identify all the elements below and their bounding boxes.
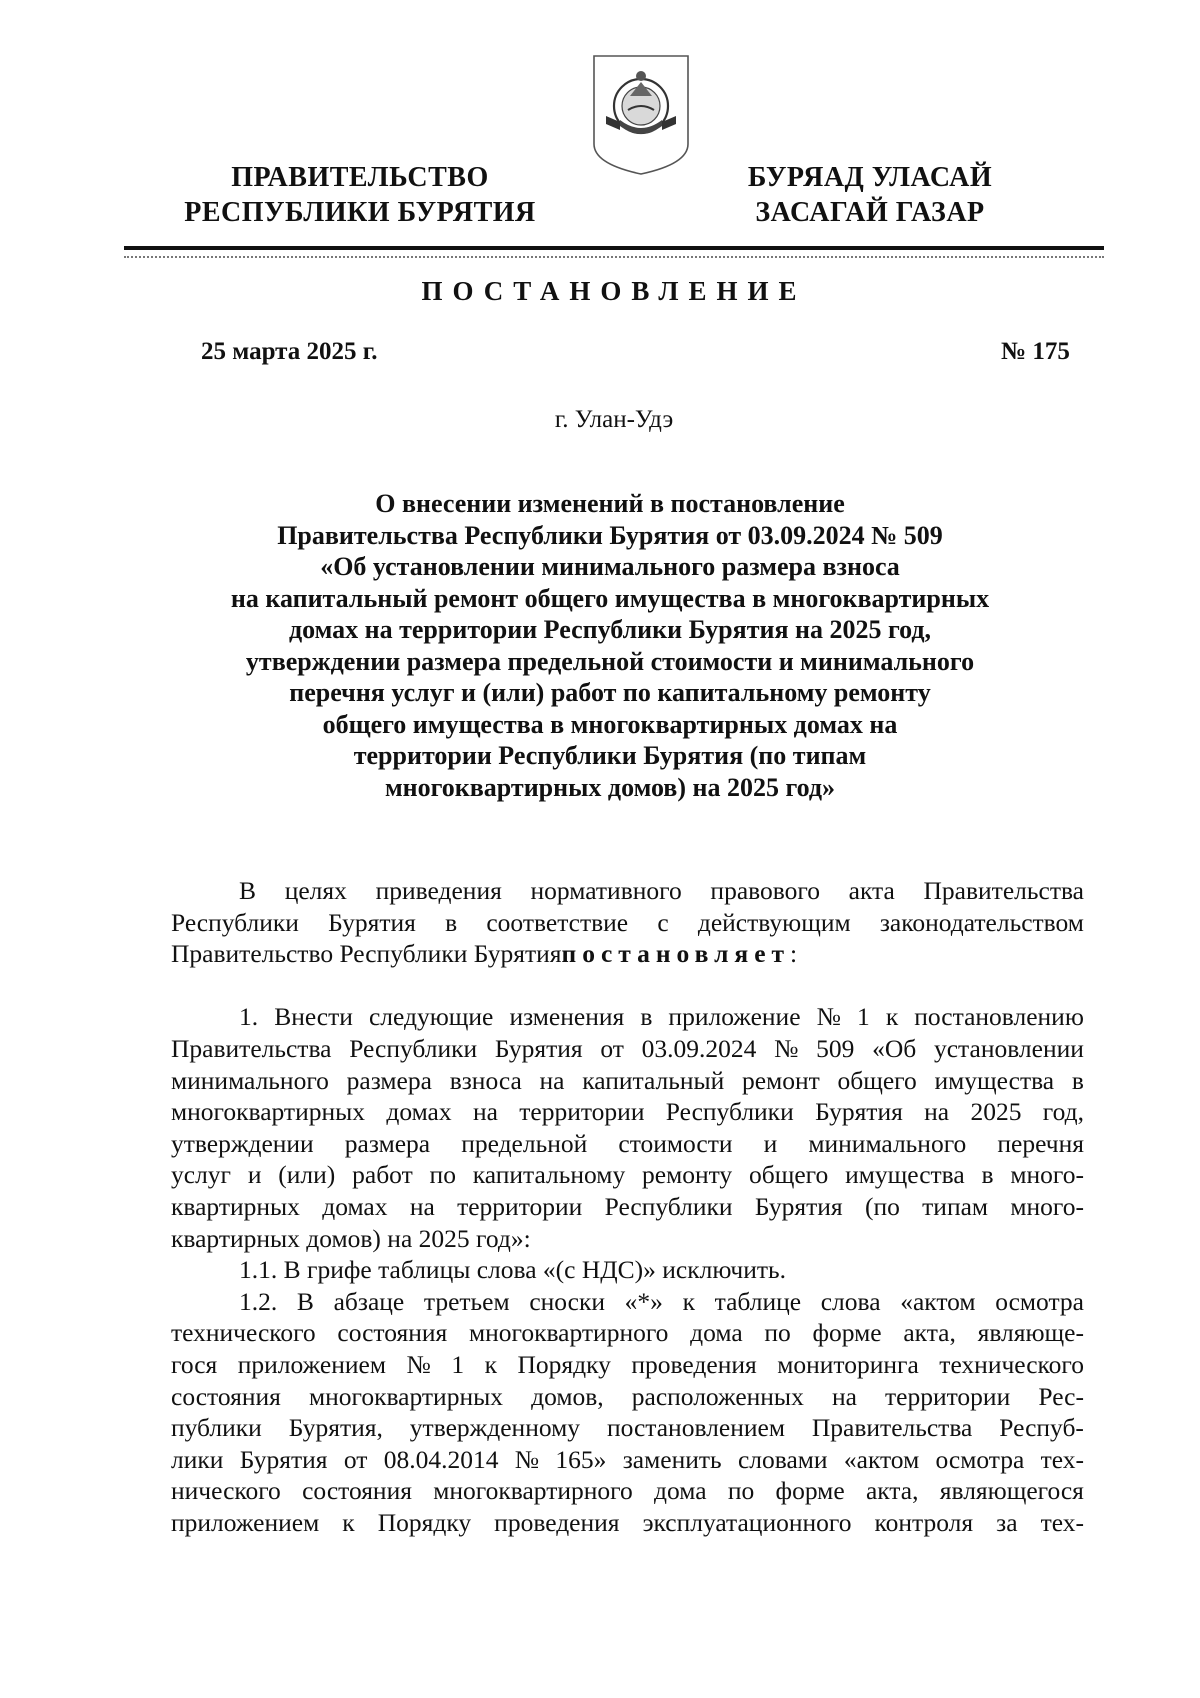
word: в	[640, 1002, 653, 1032]
header-left	[170, 160, 550, 230]
word: территории	[457, 1191, 583, 1221]
word: гося	[171, 1349, 218, 1379]
word: осмотра	[935, 1444, 1025, 1474]
word: (или)	[278, 1160, 336, 1190]
document-body	[171, 875, 1084, 1538]
word: являющегося	[939, 1476, 1084, 1506]
word: 08.04.2014	[383, 1444, 499, 1474]
word: В	[239, 876, 257, 905]
word: технического	[171, 1318, 316, 1348]
word: расположенных	[631, 1381, 804, 1411]
word: 1.	[239, 1002, 259, 1032]
preamble-line	[171, 875, 1084, 907]
word: заменить	[622, 1444, 722, 1474]
word: Бурятия	[494, 1033, 583, 1063]
word: слова	[820, 1286, 881, 1316]
word: домов,	[531, 1381, 604, 1411]
word: минимального	[171, 1065, 329, 1095]
word: ремонт	[742, 1065, 820, 1095]
word: по	[764, 1318, 791, 1348]
word: имущества	[934, 1065, 1055, 1095]
word: дома	[654, 1476, 707, 1506]
word: Республики	[604, 1191, 733, 1221]
word: сноски	[529, 1286, 606, 1316]
word: дома	[690, 1318, 743, 1348]
word: Правительства	[923, 876, 1084, 905]
word: установлении	[933, 1033, 1084, 1063]
word: тех-	[1040, 1444, 1084, 1474]
clause1-2-line	[171, 1444, 1084, 1476]
word: Рес-	[1038, 1381, 1084, 1411]
word: форме	[775, 1476, 845, 1506]
word: капитальному	[472, 1160, 626, 1190]
word: лики	[171, 1444, 224, 1474]
word: стоимости	[618, 1128, 733, 1158]
word: размера	[344, 1128, 431, 1158]
header-right-line2: ЗАСАГАЙ ГАЗАР	[755, 197, 985, 228]
word: многоквартирных	[308, 1381, 503, 1411]
preamble-prefix: Правительство Республики Бурятия	[171, 939, 562, 969]
word: утверждении	[171, 1128, 314, 1158]
word: капитальный	[582, 1065, 725, 1095]
word: и	[763, 1128, 778, 1158]
word: многоквартирных	[171, 1097, 366, 1127]
word: №	[514, 1444, 540, 1474]
word: 03.09.2024	[641, 1033, 757, 1063]
word: законодательством	[879, 907, 1084, 937]
word: Порядку	[377, 1507, 472, 1537]
word: целях	[284, 876, 347, 905]
word: приложением	[237, 1349, 386, 1379]
word: «актом	[900, 1286, 976, 1316]
word: №	[406, 1349, 431, 1379]
word: территории	[885, 1381, 1011, 1411]
document-title	[160, 488, 1060, 803]
word: приложением	[171, 1507, 320, 1537]
word: общего	[837, 1065, 917, 1095]
word: действующим	[697, 907, 851, 937]
word: и	[247, 1160, 262, 1190]
word: квартирных	[171, 1191, 300, 1221]
clause1-line: квартирных домов) на 2025 год»:	[171, 1223, 531, 1253]
word: территории	[519, 1097, 645, 1127]
word: год,	[1042, 1097, 1084, 1127]
word: 1	[451, 1349, 465, 1379]
word: по	[727, 1476, 755, 1506]
word: №	[816, 1002, 841, 1032]
word: общего	[749, 1160, 829, 1190]
word: имущества	[845, 1160, 965, 1190]
word: от	[343, 1444, 368, 1474]
word: абзаце	[333, 1286, 405, 1316]
word: проведения	[494, 1507, 620, 1537]
word: Республики	[171, 907, 299, 937]
word: приведения	[375, 876, 502, 905]
word: словами	[737, 1444, 828, 1474]
word: за	[996, 1507, 1018, 1537]
word: предельной	[461, 1128, 588, 1158]
word: Республики	[665, 1097, 794, 1127]
clause1-2-line	[171, 1317, 1084, 1349]
clause1-line	[171, 1096, 1084, 1128]
clause1-2-line	[171, 1412, 1084, 1444]
word: «актом	[843, 1444, 920, 1474]
word: на	[472, 1097, 498, 1127]
word: (по	[864, 1191, 900, 1221]
header-left-line2: РЕСПУБЛИКИ БУРЯТИЯ	[184, 197, 536, 228]
clause1-line	[171, 1001, 1084, 1033]
clause1-2-line	[171, 1286, 1084, 1318]
word: много-	[1010, 1160, 1084, 1190]
word: проведения	[631, 1349, 757, 1379]
title-line: О внесении изменений в постановление	[375, 489, 845, 518]
title-line: территории Республики Бурятия (по типам	[353, 741, 867, 770]
clause1-line	[171, 1128, 1084, 1160]
word: 1.2.	[239, 1286, 278, 1316]
word: домах	[386, 1097, 452, 1127]
document-date: 25 марта 2025 г.	[201, 338, 378, 365]
word: Бурятия	[239, 1444, 328, 1474]
word: много-	[1010, 1191, 1084, 1221]
word: ремонту	[642, 1160, 733, 1190]
word: в	[981, 1160, 994, 1190]
word: акта,	[865, 1476, 919, 1506]
document-city: г. Улан-Удэ	[554, 406, 674, 433]
title-line: Правительства Республики Бурятия от 03.09.2024 № 509	[277, 520, 943, 550]
word: к	[342, 1507, 355, 1537]
word: В	[296, 1286, 314, 1316]
word: Правительства	[811, 1413, 973, 1443]
word: соответствие	[486, 907, 629, 937]
word: работ	[352, 1160, 413, 1190]
word: взноса	[449, 1065, 522, 1095]
word: постановлением	[606, 1413, 785, 1443]
paragraph-gap	[171, 970, 1084, 1002]
word: Порядку	[517, 1349, 611, 1379]
clause1-2-line	[171, 1507, 1084, 1539]
word: приложение	[668, 1002, 801, 1032]
word: состояния	[337, 1318, 448, 1348]
word: изменения	[509, 1002, 625, 1032]
clause1-1-line: 1.1. В грифе таблицы слова «(с НДС)» исключить.	[239, 1255, 787, 1285]
word: от	[600, 1033, 624, 1063]
word: Респуб-	[999, 1413, 1084, 1443]
word: акта	[848, 876, 895, 905]
word: тех-	[1040, 1507, 1084, 1537]
word: Правительства	[171, 1033, 332, 1063]
header-right-line1: БУРЯАД УЛАСАЙ	[747, 162, 993, 193]
clause1-line	[171, 1065, 1084, 1097]
word: на	[831, 1381, 857, 1411]
word: являюще-	[977, 1318, 1084, 1348]
title-line: домах на территории Республики Бурятия на 2025 год,	[288, 615, 932, 644]
word: осмотра	[995, 1286, 1084, 1316]
word: следующие	[368, 1002, 494, 1032]
word: публики	[171, 1413, 262, 1443]
word: 165»	[555, 1444, 607, 1474]
word: технического	[939, 1349, 1084, 1379]
word: в	[445, 907, 458, 937]
word: Бурятия	[815, 1097, 903, 1127]
word: на	[924, 1097, 950, 1127]
word: перечня	[997, 1128, 1084, 1158]
word: нормативного	[530, 876, 682, 905]
word: Бурятия	[328, 907, 416, 937]
word: Бурятия,	[288, 1413, 383, 1443]
clause1-2-line	[171, 1349, 1084, 1381]
word: контроля	[874, 1507, 974, 1537]
word: Внести	[274, 1002, 353, 1032]
word: нического	[171, 1476, 281, 1506]
title-line: многоквартирных домов) на 2025 год»	[384, 772, 836, 802]
word: домах	[322, 1191, 388, 1221]
word: на	[409, 1191, 435, 1221]
word: форме	[812, 1318, 882, 1348]
word: мониторинга	[777, 1349, 919, 1379]
word: услуг	[171, 1160, 232, 1190]
word: акта,	[903, 1318, 956, 1348]
title-line: утверждении размера предельной стоимости и минимального	[245, 646, 975, 676]
word: утвержденному	[409, 1413, 581, 1443]
word: к	[885, 1002, 899, 1032]
preamble-suffix: :	[790, 939, 798, 969]
word: типам	[922, 1191, 989, 1221]
word: правового	[710, 876, 820, 905]
header-left-line1: ПРАВИТЕЛЬСТВО	[231, 162, 489, 193]
word: к	[484, 1349, 497, 1379]
word: по	[429, 1160, 456, 1190]
preamble-line	[171, 938, 1084, 970]
title-line: общего имущества в многоквартирных домах на	[322, 709, 898, 739]
word: постановлению	[914, 1002, 1084, 1032]
word: размера	[346, 1065, 432, 1095]
word: №	[774, 1033, 799, 1063]
document-number: № 175	[1001, 338, 1070, 365]
title-line: на капитальный ремонт общего имущества в многоквартирных	[230, 583, 990, 613]
word: многоквартирного	[468, 1318, 669, 1348]
word: минимального	[808, 1128, 967, 1158]
word: «*»	[624, 1286, 663, 1316]
clause1-2-line	[171, 1381, 1084, 1413]
word: таблице	[714, 1286, 802, 1316]
word: третьем	[423, 1286, 510, 1316]
clause1-line	[171, 1159, 1084, 1191]
word: с	[657, 907, 669, 937]
header-rule-thick	[124, 246, 1104, 250]
clause1-2-line	[171, 1475, 1084, 1507]
word: эксплуатационного	[642, 1507, 852, 1537]
word: 2025	[970, 1097, 1022, 1127]
word: «Об	[872, 1033, 917, 1063]
word: 1	[857, 1002, 870, 1032]
document-type: ПОСТАНОВЛЕНИЕ	[421, 276, 807, 306]
header-rule-dotted	[124, 256, 1104, 258]
word: Бурятия	[754, 1191, 843, 1221]
word: в	[1071, 1065, 1084, 1095]
clause1-line	[171, 1033, 1084, 1065]
word: 509	[816, 1033, 855, 1063]
title-line: перечня услуг и (или) работ по капитальному ремонту	[289, 678, 931, 707]
title-line: «Об установлении минимального размера взноса	[320, 552, 900, 581]
header-right	[700, 160, 1040, 230]
preamble-keyword: постановляет	[561, 939, 791, 969]
word: многоквартирного	[433, 1476, 633, 1506]
word: на	[539, 1065, 565, 1095]
word: состояния	[302, 1476, 412, 1506]
word: состояния	[171, 1381, 281, 1411]
coat-of-arms-icon	[590, 52, 692, 178]
word: к	[682, 1286, 695, 1316]
clause1-line	[171, 1191, 1084, 1223]
preamble-line	[171, 907, 1084, 939]
word: Республики	[349, 1033, 478, 1063]
